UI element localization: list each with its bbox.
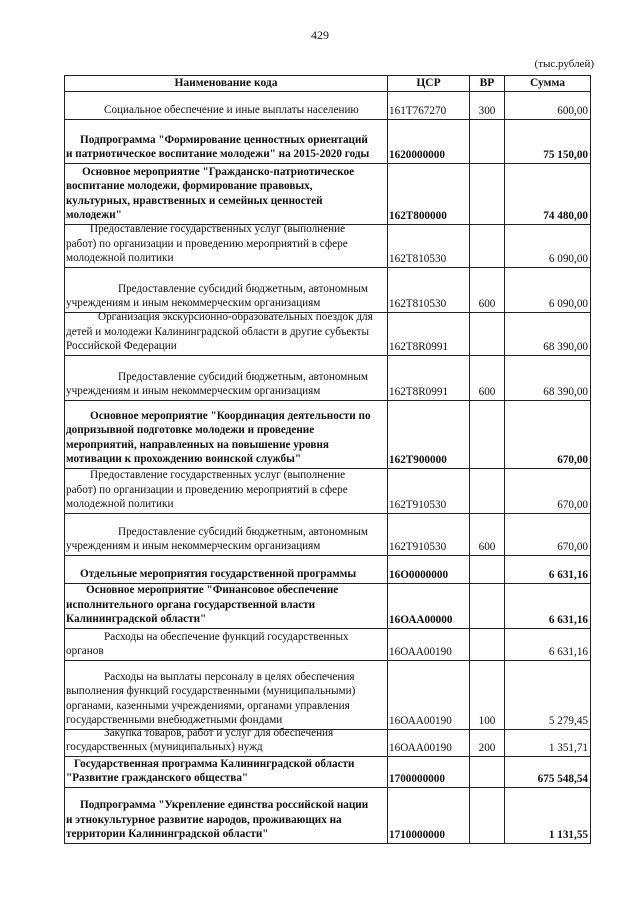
row-name [66,133,376,162]
row-name-text: Расходы на выплаты персоналу в целях обеспечения выполнения функций государственными (муниципальными) органами, казенными учреждениями, органами управления государственными внебюджетными фондами [66,670,356,727]
header-vr: ВР [479,77,495,89]
row-csr: 1710000000 [389,829,445,841]
row-name-text: Основное мероприятие "Координация деятельности по допризывной подготовке молодежи и проведение мероприятий, направленных на повышение уровня мотивации к прохождению воинской службы" [66,409,371,466]
row-sum: 68 390,00 [543,386,588,398]
row-name-text: Организация экскурсионно-образовательных поездок для детей и молодежи Калининградской области в другие субъекты Российской Федерации [66,311,373,353]
row-vr: 300 [478,105,496,117]
row-sum: 6 631,16 [548,646,588,658]
row-vr: 600 [478,386,496,398]
row-sum: 6 631,16 [548,614,588,626]
row-csr: 162Т8R0991 [389,341,449,353]
table-row [65,91,590,119]
row-sum: 74 480,00 [543,210,588,222]
header-name: Наименование кода [174,77,278,89]
row-name [66,282,376,311]
units-label: (тыс.рублей) [534,58,594,70]
row-sum: 75 150,00 [543,149,588,161]
table-row [65,556,590,583]
row-name [66,103,376,118]
header-sum: Сумма [530,77,565,89]
row-name-text: Предоставление субсидий бюджетным, автономным учреждениям и иным некоммерческим организациям [66,282,368,310]
table-row [65,356,590,400]
row-csr: 162Т910530 [389,541,447,553]
row-sum: 670,00 [557,541,588,553]
row-name [66,525,376,554]
table-row [65,469,590,513]
row-csr: 16ОАА00190 [389,715,452,727]
row-csr: 16ОАА00000 [389,614,453,626]
row-name [66,630,376,659]
row-csr: 162Т8R0991 [389,386,449,398]
row-csr: 16ОАА00190 [389,742,452,754]
row-name-text: Предоставление субсидий бюджетным, автономным учреждениям и иным некоммерческим организациям [66,370,368,398]
table-row [65,584,590,628]
page-number: 429 [311,28,329,42]
row-name [66,468,376,512]
row-vr: 600 [478,298,496,310]
table-row [65,629,590,660]
row-sum: 1 131,55 [548,829,588,841]
row-csr: 1620000000 [389,149,445,161]
row-csr: 161Т767270 [389,105,447,117]
table-header [65,76,590,92]
table-row [65,401,590,468]
table-row [65,313,590,355]
row-name-text: Основное мероприятие "Гражданско-патриотическое воспитание молодежи, формирование правовых, культурных, нравственных и семейных ценностей молодежи" [66,165,355,222]
row-csr: 1700000000 [389,773,445,785]
row-csr: 162Т810530 [389,253,447,265]
row-name-text: Предоставление государственных услуг (выполнение работ) по организации и проведению мероприятий в сфере молодежной политики [66,223,348,265]
row-vr: 600 [478,541,496,553]
row-csr: 16О0000000 [389,569,449,581]
row-sum: 670,00 [557,499,588,511]
row-name [66,165,376,223]
table-row [65,661,590,729]
row-name-text: Закупка товаров, работ и услуг для обеспечения государственных (муниципальных) нужд [66,726,334,754]
table-row [65,225,590,267]
row-sum: 675 548,54 [537,773,588,785]
row-sum: 1 351,71 [548,742,588,754]
row-name [66,222,376,266]
row-csr: 16ОАА00190 [389,646,452,658]
row-name-text: Предоставление субсидий бюджетным, автономным учреждениям и иным некоммерческим организациям [66,525,368,553]
row-name-text: Подпрограмма "Укрепление единства российской нации и этнокультурное развитие народов, проживающих на территории Калининградской области" [66,799,369,841]
row-name [66,583,376,627]
row-csr: 162Т900000 [389,454,447,466]
table-row [65,164,590,224]
row-sum: 670,00 [557,454,588,466]
row-sum: 6 090,00 [548,298,588,310]
row-name-text: Предоставление государственных услуг (выполнение работ) по организации и проведению мероприятий в сфере молодежной политики [66,469,348,511]
row-name-text: Расходы на обеспечение функций государственных органов [66,630,349,658]
row-csr: 162Т800000 [389,210,447,222]
table-row [65,757,590,787]
row-name-text: Подпрограмма "Формирование ценностных ориентаций и патриотическое воспитание молодежи" на 2015-2020 годы [66,133,370,161]
row-vr: 200 [478,742,496,754]
row-sum: 6 631,16 [548,569,588,581]
row-vr: 100 [478,715,496,727]
row-sum: 5 279,45 [548,715,588,727]
row-name-text: Основное мероприятие "Финансовое обеспечение исполнительного органа государственной власти Калининградской области" [66,584,339,626]
row-name [66,567,376,582]
table-row [65,120,590,163]
row-name [66,370,376,399]
table-row [65,788,590,843]
table-row [65,268,590,312]
row-name-text: Социальное обеспечение и иные выплаты населению [104,104,359,117]
table-row [65,514,590,555]
table-row [65,726,590,756]
row-name [66,757,376,786]
row-name [66,670,376,728]
row-sum: 6 090,00 [548,253,588,265]
row-name-text: Отдельные мероприятия государственной программы [80,568,357,581]
row-sum: 68 390,00 [543,341,588,353]
row-name [66,798,376,842]
row-csr: 162Т910530 [389,499,447,511]
budget-table [64,75,591,844]
row-csr: 162Т810530 [389,298,447,310]
row-name-text: Государственная программа Калининградской области "Развитие гражданского общества" [66,757,355,785]
row-name [66,310,376,354]
row-name [66,409,376,467]
row-name [66,726,376,755]
header-csr: ЦСР [416,77,441,89]
row-sum: 600,00 [557,105,588,117]
